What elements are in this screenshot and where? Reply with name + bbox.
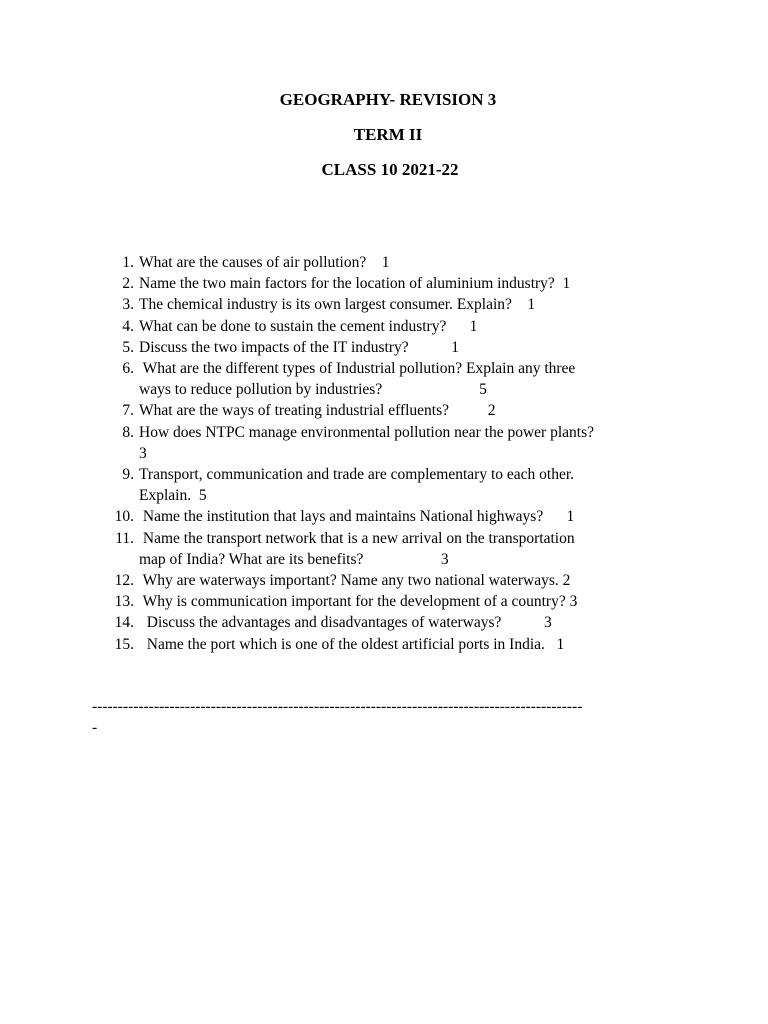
question-number: 4. [122, 317, 134, 335]
question-item [0, 506, 768, 527]
question-text: What are the causes of air pollution? 1 [139, 254, 390, 271]
question-number: 13. [114, 593, 134, 611]
question-number: 3. [122, 296, 134, 314]
question-item [0, 528, 768, 570]
question-text: Name the institution that lays and maintains National highways? 1 [139, 508, 575, 526]
question-item [0, 337, 768, 358]
question-text: Discuss the advantages and disadvantages of waterways? 3 [139, 614, 552, 632]
question-item [0, 570, 768, 591]
question-text: What can be done to sustain the cement industry? 1 [139, 317, 478, 335]
question-number: 7. [122, 402, 134, 420]
separator-dashes: ----------------------------------------------------------------------------------------------- [92, 698, 583, 715]
question-item [0, 294, 768, 315]
question-item [0, 273, 768, 294]
question-item [0, 316, 768, 337]
question-item [0, 400, 768, 421]
question-number: 1. [122, 254, 134, 271]
question-text: The chemical industry is its own largest consumer. Explain? 1 [139, 296, 536, 314]
question-number: 6. [122, 360, 134, 378]
question-number: 9. [122, 466, 134, 484]
question-text: ways to reduce pollution by industries? 5 [139, 381, 487, 399]
question-number: 8. [122, 423, 134, 441]
question-number: 14. [114, 614, 134, 632]
question-text: map of India? What are its benefits? 3 [139, 550, 449, 568]
question-text: What are the different types of Industrial pollution? Explain any three [139, 360, 576, 378]
question-number: 5. [122, 338, 134, 356]
document-title: GEOGRAPHY- REVISION 3 [279, 90, 497, 109]
question-item [0, 422, 768, 464]
question-text: Name the port which is one of the oldest artificial ports in India. 1 [139, 635, 565, 653]
question-text: Name the two main factors for the location of aluminium industry? 1 [139, 275, 571, 293]
question-item [0, 252, 768, 273]
question-item [0, 464, 768, 506]
question-text: 3 [139, 444, 147, 462]
question-number: 12. [114, 572, 134, 590]
question-item [0, 634, 768, 655]
separator-line [92, 696, 582, 738]
question-text: How does NTPC manage environmental pollution near the power plants? [139, 423, 594, 441]
question-item [0, 358, 768, 400]
question-text: Transport, communication and trade are complementary to each other. [139, 466, 575, 484]
question-number: 15. [114, 635, 134, 653]
question-text: Why are waterways important? Name any two national waterways. 2 [139, 572, 571, 590]
question-number: 11. [115, 529, 134, 547]
question-text: Why is communication important for the development of a country? 3 [139, 593, 578, 611]
question-text: Explain. 5 [139, 487, 207, 505]
question-item [0, 612, 768, 633]
question-list [0, 252, 768, 655]
document-term: TERM II [353, 125, 423, 144]
separator-tail: - [92, 719, 98, 736]
question-number: 10. [114, 508, 134, 526]
question-text: What are the ways of treating industrial effluents? 2 [139, 402, 496, 420]
question-text: Name the transport network that is a new arrival on the transportation [139, 529, 575, 547]
question-text: Discuss the two impacts of the IT industry? 1 [139, 338, 460, 356]
question-number: 2. [122, 275, 134, 293]
question-item [0, 591, 768, 612]
document-class: CLASS 10 2021-22 [321, 160, 459, 179]
